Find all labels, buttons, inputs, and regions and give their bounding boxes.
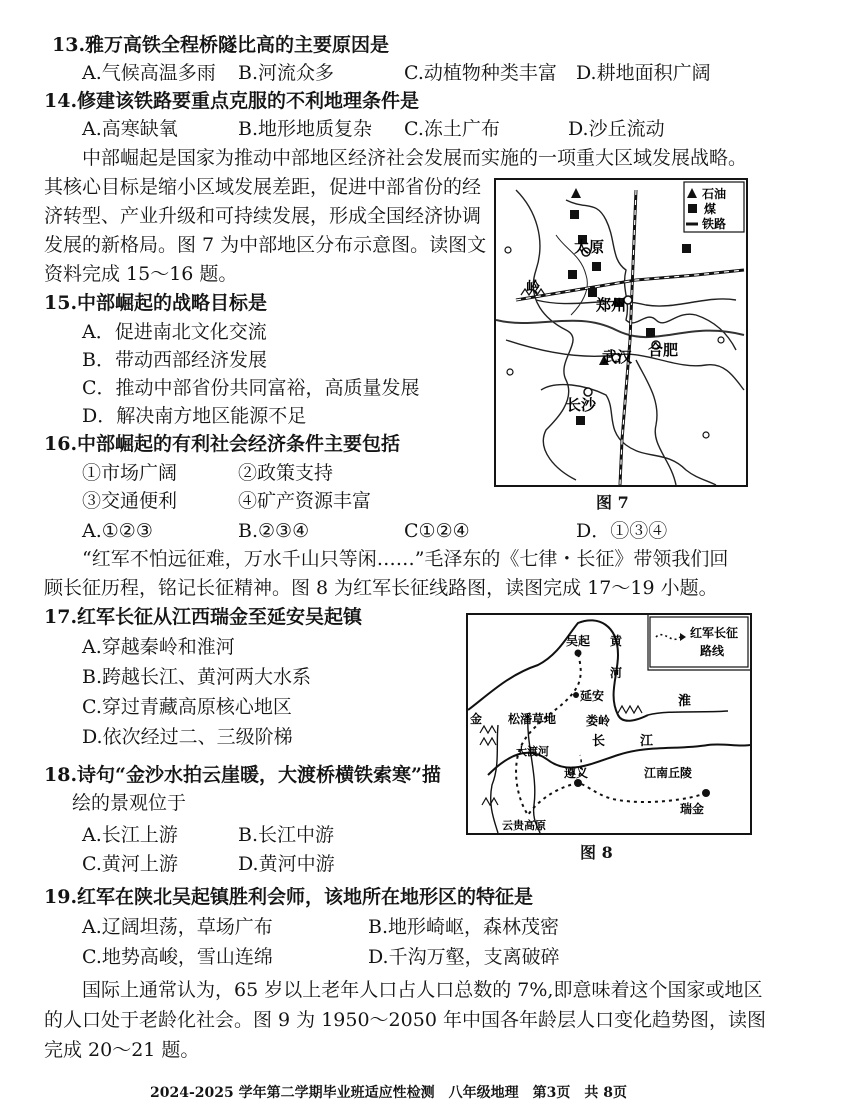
q16-option-c: C①②④ <box>404 520 470 542</box>
map7-label-ling: 岭 <box>526 280 540 296</box>
map7-label-zhengzhou: 郑州 <box>596 296 627 314</box>
map7-label-wuhan: 武汉 <box>602 348 633 366</box>
map-long-march <box>466 613 752 835</box>
map8-label-loushan: 娄岭 <box>586 714 611 728</box>
map8-legend-line1: 红军长征 <box>690 626 739 640</box>
q13-option-c: C.动植物种类丰富 <box>404 62 557 84</box>
map7-legend-rail: 铁路 <box>702 217 727 231</box>
map8-label-dadu: 大渡河 <box>516 745 549 758</box>
passage1-line5: 资料完成 15～16 题。 <box>44 263 238 285</box>
map8-label-wuqi: 吴起 <box>566 634 591 648</box>
page-footer: 2024-2025 学年第二学期毕业班适应性检测 八年级地理 第3页 共 8页 <box>150 1085 627 1101</box>
q19-option-a: A.辽阔坦荡，草场广布 <box>82 916 273 938</box>
map7-legend-oil: 石油 <box>702 187 727 201</box>
passage3-line1: 国际上通常认为，65 岁以上老年人口占人口总数的 7%,即意味着这个国家或地区 <box>82 979 763 1001</box>
q19-stem: 19.红军在陕北吴起镇胜利会师，该地所在地形区的特征是 <box>44 886 534 908</box>
passage3-line3: 完成 20～21 题。 <box>44 1039 200 1061</box>
q17-option-c: C.穿过青藏高原核心地区 <box>82 696 292 718</box>
q16-option-d: D．①③④ <box>576 520 668 542</box>
q16-item-1: ①市场广阔 <box>82 462 178 484</box>
q13-stem: 13.雅万高铁全程桥隧比高的主要原因是 <box>52 34 390 56</box>
map7-drawing <box>496 180 746 485</box>
q15-option-b: B．带动西部经济发展 <box>82 349 267 371</box>
q16-item-3: ③交通便利 <box>82 490 178 512</box>
map8-label-chang: 长 <box>592 734 606 749</box>
q15-option-d: D．解决南方地区能源不足 <box>82 405 307 427</box>
map8-label-ruijin: 瑞金 <box>680 802 705 816</box>
q15-option-c: C．推动中部省份共同富裕，高质量发展 <box>82 377 420 399</box>
map8-caption: 图 8 <box>580 843 613 862</box>
q16-option-b: B.②③④ <box>238 520 310 542</box>
q19-option-d: D.千沟万壑，支离破碎 <box>368 946 560 968</box>
q14-option-a: A.高寒缺氧 <box>82 118 178 140</box>
q17-option-d: D.依次经过二、三级阶梯 <box>82 726 293 748</box>
map8-label-jin: 金 <box>470 712 483 726</box>
q13-option-d: D.耕地面积广阔 <box>576 62 711 84</box>
map8-label-jiang: 江 <box>640 734 654 749</box>
map8-label-jiangnan: 江南丘陵 <box>644 766 693 780</box>
map8-drawing <box>468 615 750 833</box>
passage1-line4: 发展的新格局。图 7 为中部地区分布示意图。读图文 <box>44 234 487 256</box>
q14-option-b: B.地形地质复杂 <box>238 118 373 140</box>
q14-option-c: C.冻土广布 <box>404 118 500 140</box>
passage2-line1: “红军不怕远征难，万水千山只等闲……”毛泽东的《七律・长征》带领我们回 <box>82 548 729 570</box>
q14-option-d: D.沙丘流动 <box>568 118 665 140</box>
map8-legend-line2: 路线 <box>700 644 725 658</box>
q16-stem: 16.中部崛起的有利社会经济条件主要包括 <box>44 433 401 455</box>
q18-option-a: A.长江上游 <box>82 824 178 846</box>
q18-stem-line2: 绘的景观位于 <box>72 792 187 814</box>
q13-option-a: A.气候高温多雨 <box>82 62 216 84</box>
passage1-line3: 济转型、产业升级和可持续发展，形成全国经济协调 <box>44 205 482 227</box>
passage1-line1: 中部崛起是国家为推动中部地区经济社会发展而实施的一项重大区域发展战略。 <box>82 147 748 169</box>
map7-caption: 图 7 <box>596 493 629 512</box>
q13-option-b: B.河流众多 <box>238 62 335 84</box>
passage3-line2: 的人口处于老龄化社会。图 9 为 1950～2050 年中国各年龄层人口变化趋势图，读图 <box>44 1009 766 1031</box>
map8-label-yanan: 延安 <box>580 689 605 703</box>
q18-option-b: B.长江中游 <box>238 824 335 846</box>
q18-option-d: D.黄河中游 <box>238 853 335 875</box>
map7-legend-coal: 煤 <box>704 202 717 216</box>
passage1-line2: 其核心目标是缩小区域发展差距，促进中部省份的经 <box>44 176 482 198</box>
q19-option-c: C.地势高峻，雪山连绵 <box>82 946 273 968</box>
map8-label-songpan: 松潘草地 <box>508 712 557 726</box>
map8-label-zunyi: 遵义 <box>564 766 589 780</box>
q15-stem: 15.中部崛起的战略目标是 <box>44 292 268 314</box>
map8-label-huai: 淮 <box>678 694 692 709</box>
q16-option-a: A.①②③ <box>82 520 153 542</box>
map8-label-yungui: 云贵高原 <box>502 819 546 832</box>
q15-option-a: A．促进南北文化交流 <box>82 321 267 343</box>
map-central-china <box>494 178 748 487</box>
q18-stem-line1: 18.诗句“金沙水拍云崖暖，大渡桥横铁索寒”描 <box>44 764 441 786</box>
q16-item-4: ④矿产资源丰富 <box>238 490 372 512</box>
map7-label-taiyuan: 太原 <box>574 238 605 256</box>
q16-item-2: ②政策支持 <box>238 462 334 484</box>
q17-option-a: A.穿越秦岭和淮河 <box>82 636 235 658</box>
q19-option-b: B.地形崎岖，森林茂密 <box>368 916 560 938</box>
map7-label-hefei: 合肥 <box>648 341 679 359</box>
passage2-line2: 顾长征历程，铭记长征精神。图 8 为红军长征线路图，读图完成 17～19 小题。 <box>44 577 718 599</box>
q17-stem: 17.红军长征从江西瑞金至延安吴起镇 <box>44 606 363 628</box>
map8-label-he: 河 <box>610 666 623 680</box>
q14-stem: 14.修建该铁路要重点克服的不利地理条件是 <box>44 90 420 112</box>
map8-label-huang: 黄 <box>610 634 623 648</box>
q18-option-c: C.黄河上游 <box>82 853 178 875</box>
map7-label-changsha: 长沙 <box>566 396 597 414</box>
q17-option-b: B.跨越长江、黄河两大水系 <box>82 666 312 688</box>
